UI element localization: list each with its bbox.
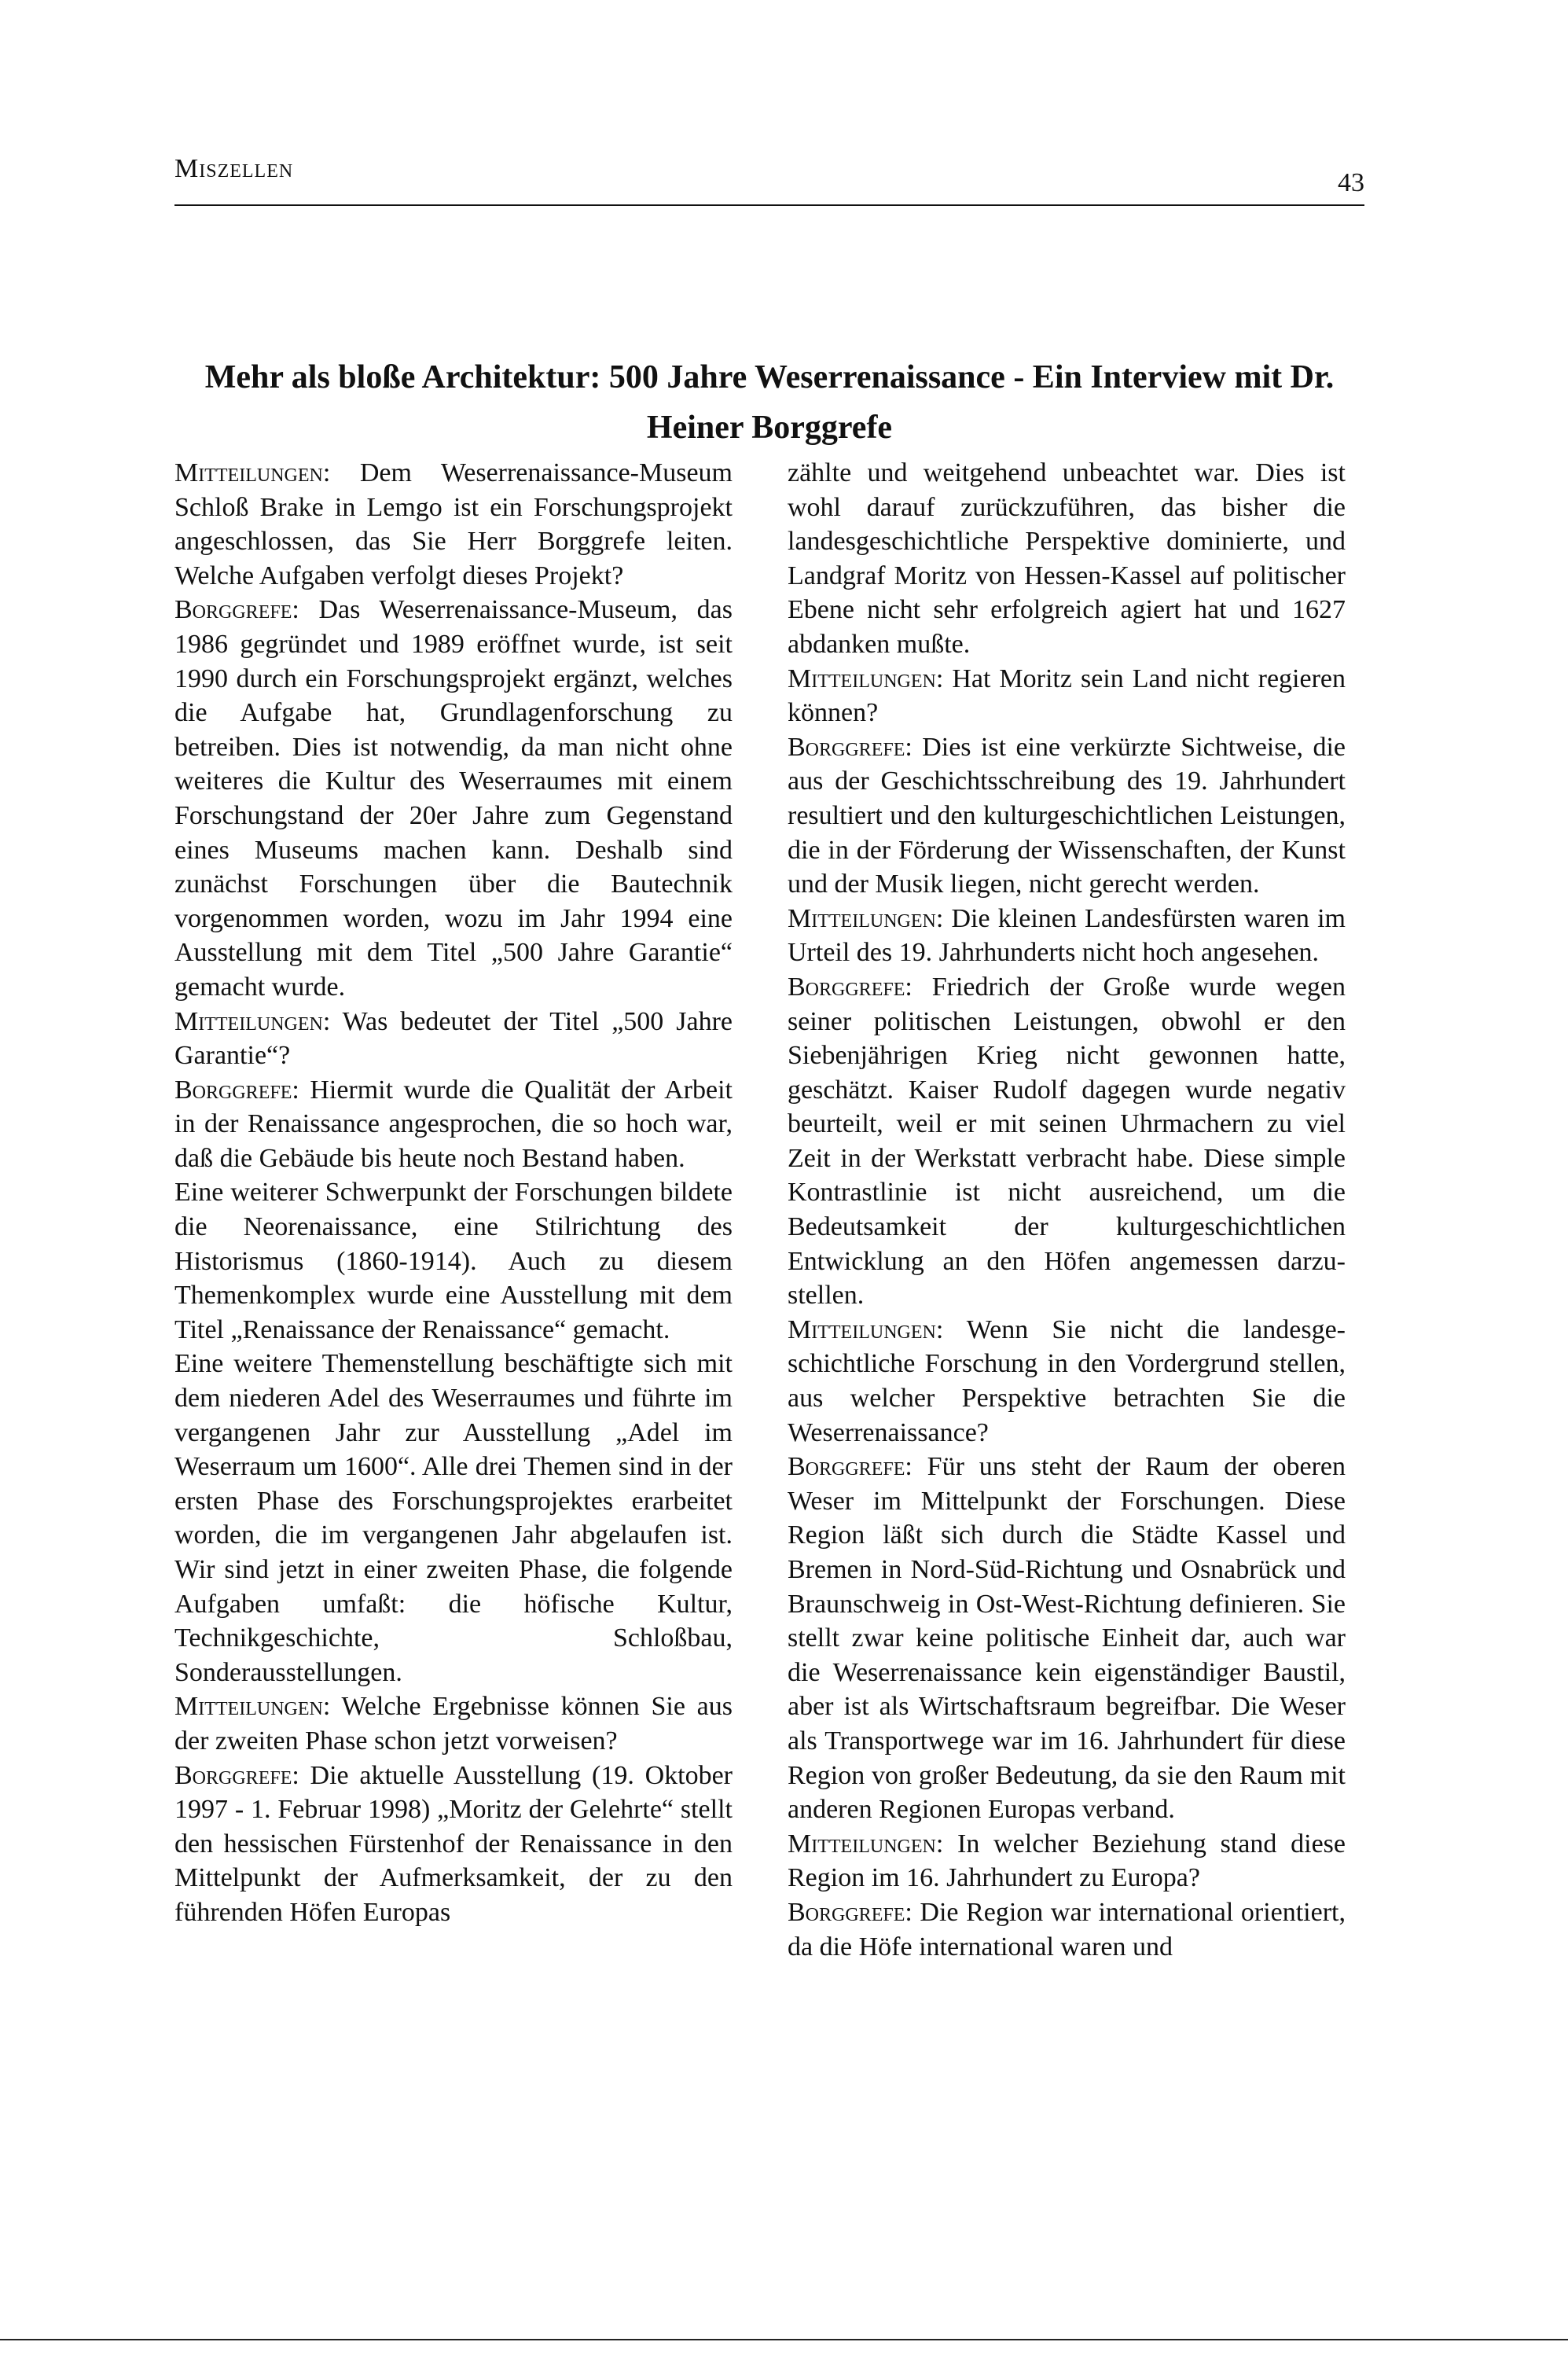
paragraph-text: Wenn Sie nicht die landesgeschichtliche Forschung in den Vordergrund stellen, aus welcher Perspektive betrachten Sie die Weserrenaissance? bbox=[788, 1314, 1346, 1447]
interview-paragraph bbox=[174, 1175, 733, 1347]
article-title: Mehr als bloße Architektur: 500 Jahre Weserrenaissance - Ein Interview mit Dr. Heiner Borggrefe bbox=[204, 359, 1335, 447]
paragraph-text: Dies ist eine verkürzte Sichtweise, die aus der Geschichtsschreibung des 19. Jahrhundert resultiert und den kulturgeschichtlichen Leistungen, die in der Förderung der Wissenschaften, der Kunst und der Musik liegen, nicht gerecht werden. bbox=[788, 732, 1346, 899]
paragraph-text: Hat Moritz sein Land nicht regieren können? bbox=[788, 664, 1346, 728]
interview-paragraph bbox=[174, 1689, 733, 1758]
header-rule bbox=[174, 204, 1364, 206]
paragraph-text: Hiermit wurde die Qualität der Arbeit in der Renaissance angesprochen, die so hoch war, daß die Gebäude bis heute noch Bestand haben. bbox=[174, 1075, 733, 1173]
section-name: Miszellen bbox=[174, 154, 294, 183]
paragraph-text: Die Region war international orientiert, da die Höfe international waren und bbox=[788, 1897, 1346, 1961]
left-column bbox=[174, 456, 733, 1930]
interview-paragraph bbox=[174, 1005, 733, 1073]
speaker-label: Borggrefe: bbox=[174, 595, 299, 625]
paragraph-text: Friedrich der Große wurde wegen seiner politischen Leistungen, obwohl er den Siebenjährigen Krieg nicht gewonnen hatte, geschätzt. Kaiser Rudolf dagegen wurde negativ beurteilt, weil er mit seinen Uhrmachern zu viel Zeit in der Werkstatt verbracht habe. Diese simple Kontrastlinie ist nicht ausreichend, um die Bedeutsamkeit der kulturgeschichtlichen Entwicklung an den Höfen angemessen darzustellen. bbox=[788, 972, 1346, 1311]
paragraph-text: Was bedeutet der Titel „500 Jahre Garantie“? bbox=[174, 1006, 733, 1071]
speaker-label: Borggrefe: bbox=[788, 1897, 913, 1927]
interview-paragraph bbox=[174, 1073, 733, 1176]
interview-paragraph bbox=[788, 902, 1346, 970]
paragraph-text: Eine weitere Themenstellung beschäftigte sich mit dem niederen Adel des Weserraumes und führte im vergangenen Jahr zur Ausstellung „Adel im Weserraum um 1600“. Alle drei Themen sind in der ersten Phase des Forschungsprojektes erarbeitet worden, die im vergangenen Jahr abgelaufen ist. Wir sind jetzt in einer zweiten Phase, die folgende Aufgaben umfaßt: die höfische Kultur, Technikgeschichte, Schloßbau, Sonderausstellungen. bbox=[174, 1349, 733, 1687]
interview-paragraph bbox=[788, 1827, 1346, 1895]
paragraph-text: Für uns steht der Raum der oberen Weser im Mittelpunkt der Forschungen. Diese Region läßt sich durch die Städte Kassel und Bremen in Nord-Süd-Richtung und Osnabrück und Braunschweig in Ost-West-Richtung definieren. Sie stellt zwar keine politische Einheit dar, auch war die Weserrenaissance kein eigenständiger Baustil, aber ist als Wirtschaftsraum begreifbar. Die Weser als Transportwege war im 16. Jahrhundert für diese Region von großer Bedeutung, da sie den Raum mit anderen Regionen Europas verband. bbox=[788, 1452, 1346, 1825]
paragraph-text: In welcher Beziehung stand diese Region im 16. Jahrhundert zu Europa? bbox=[788, 1829, 1346, 1893]
page-number: 43 bbox=[1338, 168, 1364, 197]
speaker-label: Mitteilungen: bbox=[788, 903, 944, 933]
interview-paragraph bbox=[174, 593, 733, 1004]
interview-paragraph bbox=[174, 1347, 733, 1689]
interview-paragraph bbox=[788, 1895, 1346, 1964]
interview-paragraph bbox=[174, 456, 733, 593]
interview-paragraph bbox=[788, 970, 1346, 1313]
right-column bbox=[788, 456, 1346, 1964]
paragraph-text: Die kleinen Landesfürsten waren im Urteil des 19. Jahrhunderts nicht hoch angesehen. bbox=[788, 903, 1346, 968]
speaker-label: Mitteilungen: bbox=[788, 664, 944, 693]
speaker-label: Mitteilungen: bbox=[174, 1692, 331, 1722]
paragraph-text: Eine weiterer Schwerpunkt der Forschungen bildete die Neorenaissance, eine Stilrichtung des Historismus (1860-1914). Auch zu diesem Themenkomplex wurde eine Ausstellung mit dem Titel „Renaissance der Renaissance“ gemacht. bbox=[174, 1178, 733, 1344]
interview-paragraph bbox=[788, 730, 1346, 902]
paragraph-text: Das Weserrenaissance-Museum, das 1986 gegründet und 1989 eröffnet wurde, ist seit 1990 durch ein Forschungsprojekt ergänzt, welches die Aufgabe hat, Grundlagenforschung zu betreiben. Dies ist notwendig, da man nicht ohne weiteres die Kultur des Weserraumes mit einem Forschungstand der 20er Jahre zum Gegenstand eines Museums machen kann. Deshalb sind zunächst Forschungen über die Bautechnik vorgenommen worden, wozu im Jahr 1994 eine Ausstellung mit dem Titel „500 Jahre Garantie“ gemacht wurde. bbox=[174, 595, 733, 1002]
running-header bbox=[174, 154, 1364, 209]
paragraph-text: Die aktuelle Ausstellung (19. Oktober 1997 - 1. Februar 1998) „Moritz der Gelehrte“ stellt den hessischen Fürstenhof der Renaissance in den Mittelpunkt der Aufmerksamkeit, der zu den führenden Höfen Europas bbox=[174, 1760, 733, 1927]
speaker-label: Borggrefe: bbox=[788, 732, 913, 762]
interview-paragraph bbox=[788, 1450, 1346, 1827]
speaker-label: Mitteilungen: bbox=[174, 458, 331, 487]
interview-paragraph bbox=[788, 1313, 1346, 1450]
speaker-label: Borggrefe: bbox=[788, 972, 913, 1002]
paragraph-text: Dem Weserrenaissance-Museum Schloß Brake in Lemgo ist ein Forschungsprojekt angeschlossen, das Sie Herr Borggrefe leiten. Welche Aufgaben verfolgt dieses Projekt? bbox=[174, 458, 733, 590]
speaker-label: Borggrefe: bbox=[174, 1760, 299, 1790]
speaker-label: Borggrefe: bbox=[788, 1452, 913, 1482]
interview-paragraph bbox=[788, 662, 1346, 730]
speaker-label: Mitteilungen: bbox=[788, 1314, 944, 1344]
paragraph-text: Welche Ergebnisse können Sie aus der zweiten Phase schon jetzt vorweisen? bbox=[174, 1692, 733, 1756]
bottom-rule bbox=[0, 2339, 1568, 2340]
speaker-label: Borggrefe: bbox=[174, 1075, 299, 1105]
interview-paragraph bbox=[788, 456, 1346, 662]
interview-paragraph bbox=[174, 1759, 733, 1930]
paragraph-text: zählte und weitgehend unbeachtet war. Dies ist wohl darauf zurückzuführen, das bisher die landesgeschichtliche Perspektive dominierte, und Landgraf Moritz von Hessen-Kassel auf politischer Ebene nicht sehr erfolgreich agiert hat und 1627 abdanken mußte. bbox=[788, 458, 1346, 659]
speaker-label: Mitteilungen: bbox=[174, 1006, 331, 1036]
speaker-label: Mitteilungen: bbox=[788, 1829, 944, 1859]
